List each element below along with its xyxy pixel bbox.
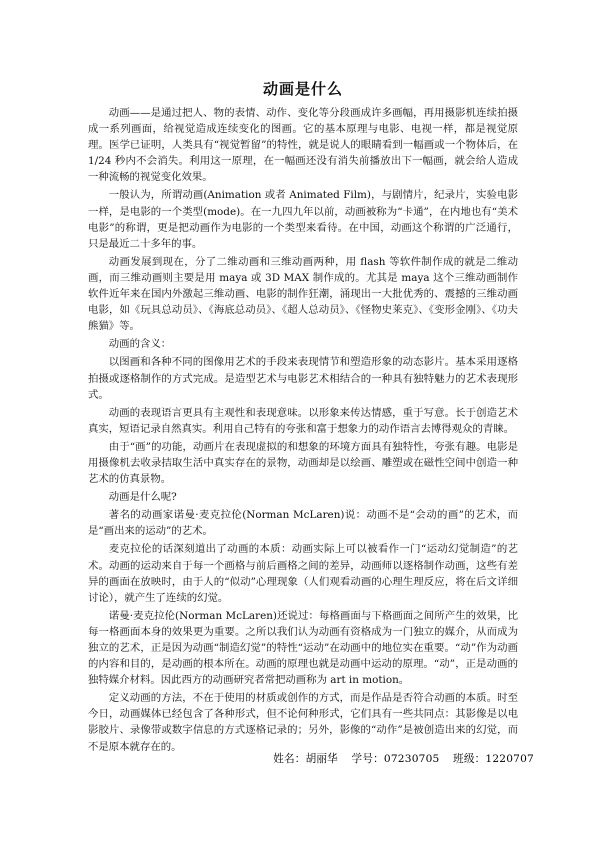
paragraph-expression: 动画的表现语言更具有主观性和表现意味。以形象来传达情感，重于写意。长于创造艺术真实，短语记录自然真实。利用自己特有的夸张和富于想象力的动作语言去博得观众的青睐。 (88, 406, 518, 435)
paragraph-2d-3d: 动画发展到现在，分了二维动画和三维动画两种，用 flash 等软件制作成的就是二维动画，而三维动画则主要是用 maya 或 3D MAX 制作成的。尤其是 maya 这个三维动画制作软件近年来在国内外激起三维动画、电影的制作狂潮，涌现出一大批优秀的、震撼的三维动画电影，如《玩具总动员》、《海底总动员》、《超人总动员》、《怪物史莱克》、《变形金刚》、《功夫熊猫》等。 (88, 255, 518, 333)
class-id: 班级：1220707 (453, 753, 534, 765)
student-id: 学号：07230705 (351, 753, 440, 765)
paragraph-meaning: 以图画和各种不同的图像用艺术的手段来表现情节和塑造形象的动态影片。基本采用逐格拍摄或逐格制作的方式完成。是造型艺术与电影艺术相结合的一种具有独特魅力的艺术表现形式。 (88, 356, 518, 401)
author-footer (0, 751, 534, 766)
paragraph-drawing-function: 由于“画”的功能，动画片在表现虚拟的和想象的环境方面具有独特性，夸张有趣。电影是用摄像机去收录拮取生活中真实存在的景物，动画却是以绘画、雕塑或在磁性空间中创造一种艺术的仿真景物。 (88, 440, 518, 486)
paragraph-definition: 动画——是通过把人、物的表情、动作、变化等分段画成许多画幅，再用摄影机连续拍摄成一系列画面，给视觉造成连续变化的图画。它的基本原理与电影、电视一样，都是视觉原理。医学已证明，人类具有“视觉暂留”的特性，就是说人的眼睛看到一幅画或一个物体后，在 1/24 秒内不会消失。利用这一原理，在一幅画还没有消失前播放出下一幅画，就会给人造成一种流畅的视觉变化效果。 (88, 107, 518, 184)
document-title: 动画是什么 (262, 80, 343, 98)
paragraph-film-type: 一般认为，所谓动画(Animation 或者 Animated Film)，与剧情片，纪录片，实验电影一样，是电影的一个类型(mode)。在一九四九年以前，动画被称为“卡通”，在内地也有“美术电影”的称谓，更是把动画作为电影的一个类型来看待。在中国，动画这个称谓的广泛通行，只是最近二十多年的事。 (88, 189, 518, 250)
paragraph-definition-method: 定义动画的方法，不在于使用的材质或创作的方式，而是作品是否符合动画的本质。时至今日，动画媒体已经包含了各种形式，但不论何种形式，它们具有一些共同点：其影像是以电影胶片、录像带或数字信息的方式逐格记录的；另外，影像的“动作”是被创造出来的幻觉，而不是原本就存在的。 (88, 692, 518, 753)
paragraph-meaning-heading: 动画的含义： (108, 338, 172, 351)
paragraph-mclaren-motion: 诺曼·麦克拉伦(Norman McLaren)还说过：每格画面与下格画面之间所产生的效果，比每一格画面本身的效果更为重要。之所以我们认为动画有资格成为一门独立的媒介，从而成为独立的艺术，正是因为动画“制造幻觉”的特性“运动”在动画中的地位实在重要。“动”作为动画的内容和目的，是动画的根本所在。动画的原理也就是动画中运动的原理。“动”，正是动画的独特媒介材料。因此西方的动画研究者常把动画称为 art in motion。 (88, 609, 518, 687)
paragraph-what-is-heading: 动画是什么呢? (108, 491, 177, 504)
author-name: 姓名：胡丽华 (273, 753, 338, 765)
paragraph-mclaren-quote: 著名的动画家诺曼·麦克拉伦(Norman McLaren)说：动画不是“会动的画”的艺术，而是“画出来的运动”的艺术。 (88, 509, 518, 538)
paragraph-mclaren-essence: 麦克拉伦的话深刻道出了动画的本质：动画实际上可以被看作一门“运动幻觉制造”的艺术。动画的运动来自于每一个画格与前后画格之间的差异，动画师以逐格制作动画，这些有差异的画面在放映时，由于人的“似动”心理现象（人们观看动画的心理生理反应，将在后文详细讨论），就产生了连续的幻觉。 (88, 543, 518, 604)
